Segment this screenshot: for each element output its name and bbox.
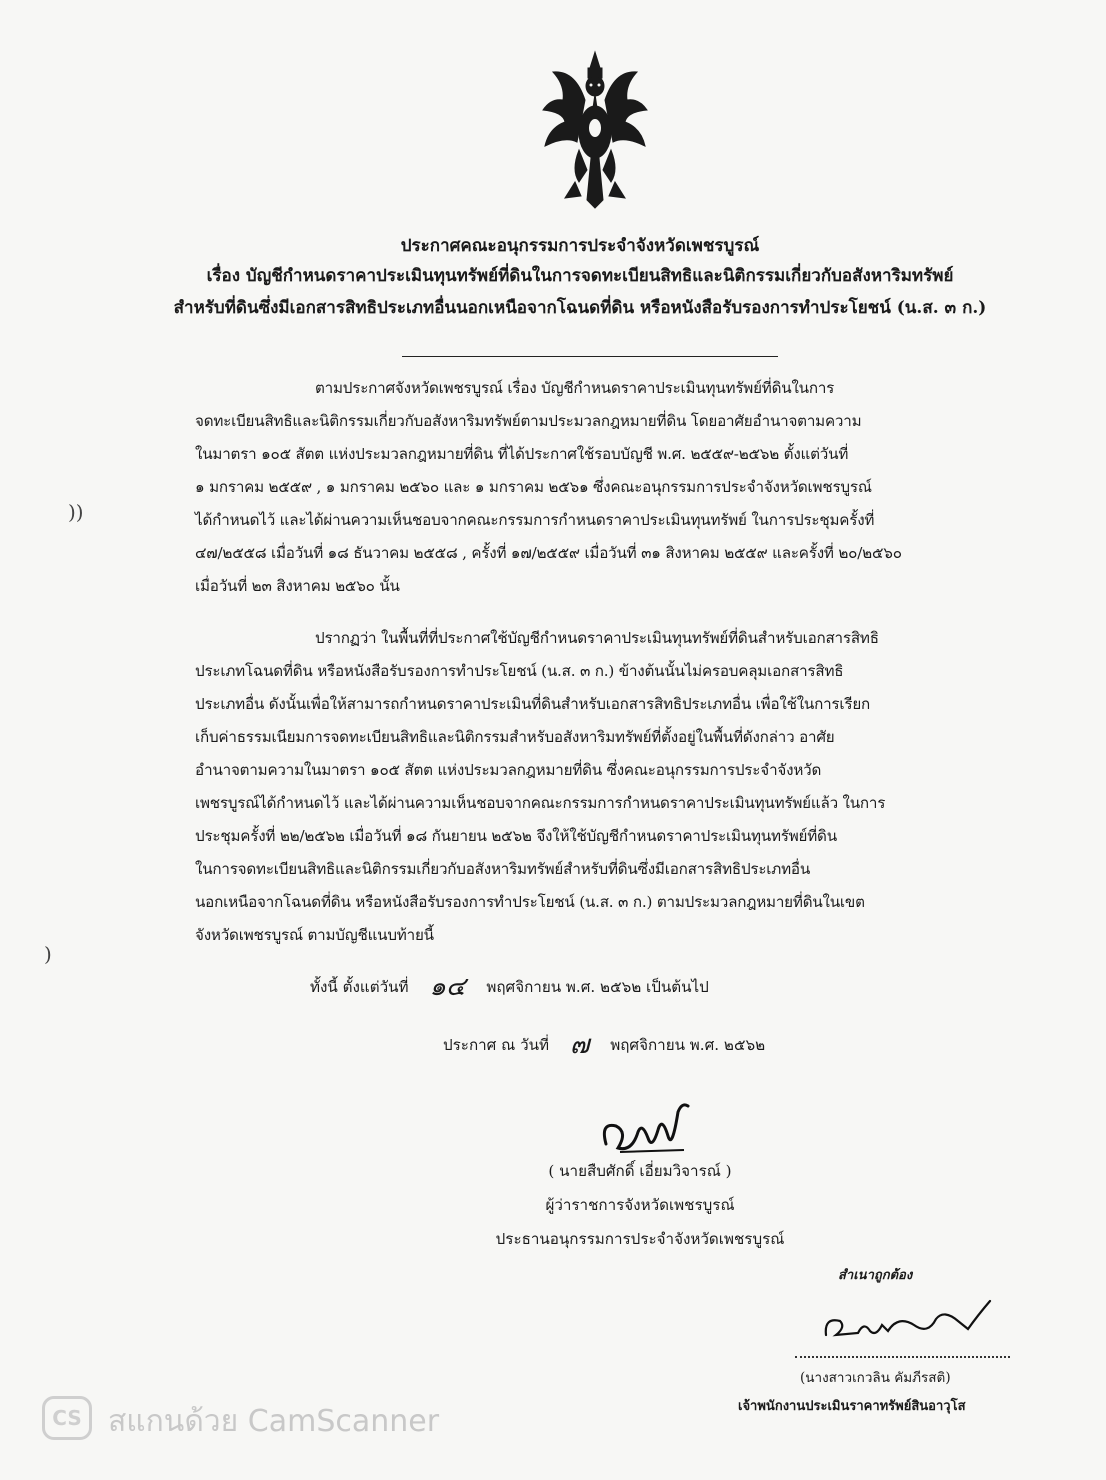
paragraph-line: ๑ มกราคม ๒๕๕๙ , ๑ มกราคม ๒๕๖๐ และ ๑ มกราคม ๒๕๖๑ ซึ่งคณะอนุกรรมการประจำจังหวัดเพชรบูรณ์ [195, 478, 872, 496]
signature-dotted-line [795, 1356, 1010, 1358]
announcement-date-suffix: พฤศจิกายน พ.ศ. ๒๕๖๒ [610, 1036, 766, 1054]
effective-day-handwritten: ๑๔ [429, 972, 466, 1002]
governor-signature [598, 1092, 693, 1162]
paragraph-line: ตามประกาศจังหวัดเพชรบูรณ์ เรื่อง บัญชีกำหนดราคาประเมินทุนทรัพย์ที่ดินในการ [315, 379, 835, 397]
garuda-emblem [535, 50, 655, 210]
punch-hole-mark: ) [44, 942, 52, 966]
paragraph-line: เพชรบูรณ์ได้กำหนดไว้ และได้ผ่านความเห็นชอบจากคณะกรรมการกำหนดราคาประเมินทุนทรัพย์แล้ว ในการ [195, 794, 886, 812]
effective-date-prefix: ทั้งนี้ ตั้งแต่วันที่ [310, 978, 409, 996]
officer-name: (นางสาวเกวลิน คัมภีรสติ) [800, 1370, 951, 1386]
announcement-date-prefix: ประกาศ ณ วันที่ [443, 1036, 549, 1054]
effective-date [310, 966, 709, 1007]
camscanner-watermark: สแกนด้วย CamScanner [108, 1404, 440, 1439]
camscanner-logo: CS [42, 1396, 92, 1440]
paragraph-line: ได้กำหนดไว้ และได้ผ่านความเห็นชอบจากคณะกรรมการกำหนดราคาประเมินทุนทรัพย์ ในการประชุมครั้งที่ [195, 511, 875, 529]
paragraph-line: อำนาจตามความในมาตรา ๑๐๕ สัตต แห่งประมวลกฎหมายที่ดิน ซึ่งคณะอนุกรรมการประจำจังหวัด [195, 761, 822, 779]
paragraph-findings [195, 622, 995, 952]
signer-title: ผู้ว่าราชการจังหวัดเพชรบูรณ์ [545, 1196, 735, 1214]
paragraph-line: ประชุมครั้งที่ ๒๒/๒๕๖๒ เมื่อวันที่ ๑๘ กันยายน ๒๕๖๒ จึงให้ใช้บัญชีกำหนดราคาประเมินทุนทรัพย์ที่ดิน [195, 827, 837, 845]
paragraph-line: ในมาตรา ๑๐๕ สัตต แห่งประมวลกฎหมายที่ดิน ที่ได้ประกาศใช้รอบบัญชี พ.ศ. ๒๕๕๙-๒๕๖๒ ตั้งแต่วันที่ [195, 445, 849, 463]
punch-hole-mark: )) [68, 500, 84, 524]
paragraph-line: ในการจดทะเบียนสิทธิและนิติกรรมเกี่ยวกับอสังหาริมทรัพย์สำหรับที่ดินซึ่งมีเอกสารสิทธิประเภทอื่น [195, 860, 811, 878]
officer-title: เจ้าพนักงานประเมินราคาทรัพย์สินอาวุโส [738, 1399, 966, 1414]
subject-line-continued: สำหรับที่ดินซึ่งมีเอกสารสิทธิประเภทอื่นนอกเหนือจากโฉนดที่ดิน หรือหนังสือรับรองการทำประโยชน์ (น.ส. ๓ ก.) [173, 298, 987, 318]
heading-divider [402, 356, 778, 357]
paragraph-line: นอกเหนือจากโฉนดที่ดิน หรือหนังสือรับรองการทำประโยชน์ (น.ส. ๓ ก.) ตามประมวลกฎหมายที่ดินในเขต [195, 893, 865, 911]
paragraph-line: ประเภทอื่น ดังนั้นเพื่อให้สามารถกำหนดราคาประเมินที่ดินสำหรับเอกสารสิทธิประเภทอื่น เพื่อใช้ในการเรียก [195, 695, 871, 713]
effective-date-suffix: พฤศจิกายน พ.ศ. ๒๕๖๒ เป็นต้นไป [486, 978, 709, 996]
paragraph-line: จังหวัดเพชรบูรณ์ ตามบัญชีแนบท้ายนี้ [195, 926, 434, 944]
paragraph-line: ประเภทโฉนดที่ดิน หรือหนังสือรับรองการทำประโยชน์ (น.ส. ๓ ก.) ข้างต้นนั้นไม่ครอบคลุมเอกสารสิทธิ [195, 662, 844, 680]
paragraph-line: ปรากฏว่า ในพื้นที่ที่ประกาศใช้บัญชีกำหนดราคาประเมินทุนทรัพย์ที่ดินสำหรับเอกสารสิทธิ [315, 629, 879, 647]
subject-line: เรื่อง บัญชีกำหนดราคาประเมินทุนทรัพย์ที่ดินในการจดทะเบียนสิทธิและนิติกรรมเกี่ยวกับอสังหาริมทรัพย์ [206, 266, 954, 286]
announcement-day-handwritten: ๗ [569, 1030, 590, 1060]
officer-signature [818, 1295, 993, 1345]
paragraph-line: เมื่อวันที่ ๒๓ สิงหาคม ๒๕๖๐ นั้น [195, 577, 400, 595]
announcement-title: ประกาศคณะอนุกรรมการประจำจังหวัดเพชรบูรณ์ [400, 236, 760, 256]
signer-name: ( นายสืบศักดิ์ เอี่ยมวิจารณ์ ) [548, 1162, 732, 1180]
certified-copy-stamp: สำเนาถูกต้อง [838, 1268, 913, 1283]
signer-role: ประธานอนุกรรมการประจำจังหวัดเพชรบูรณ์ [495, 1230, 785, 1248]
paragraph-line: เก็บค่าธรรมเนียมการจดทะเบียนสิทธิและนิติกรรมสำหรับอสังหาริมทรัพย์ที่ตั้งอยู่ในพื้นที่ดังกล่าว อาศัย [195, 728, 835, 746]
paragraph-line: ๔๗/๒๕๕๘ เมื่อวันที่ ๑๘ ธันวาคม ๒๕๕๘ , ครั้งที่ ๑๗/๒๕๕๙ เมื่อวันที่ ๓๑ สิงหาคม ๒๕๕๙ และครั้งที่ ๒๐/๒๕๖๐ [195, 544, 902, 562]
announcement-date [443, 1024, 765, 1065]
paragraph-line: จดทะเบียนสิทธิและนิติกรรมเกี่ยวกับอสังหาริมทรัพย์ตามประมวลกฎหมายที่ดิน โดยอาศัยอำนาจตามความ [195, 412, 862, 430]
paragraph-background [195, 372, 995, 603]
